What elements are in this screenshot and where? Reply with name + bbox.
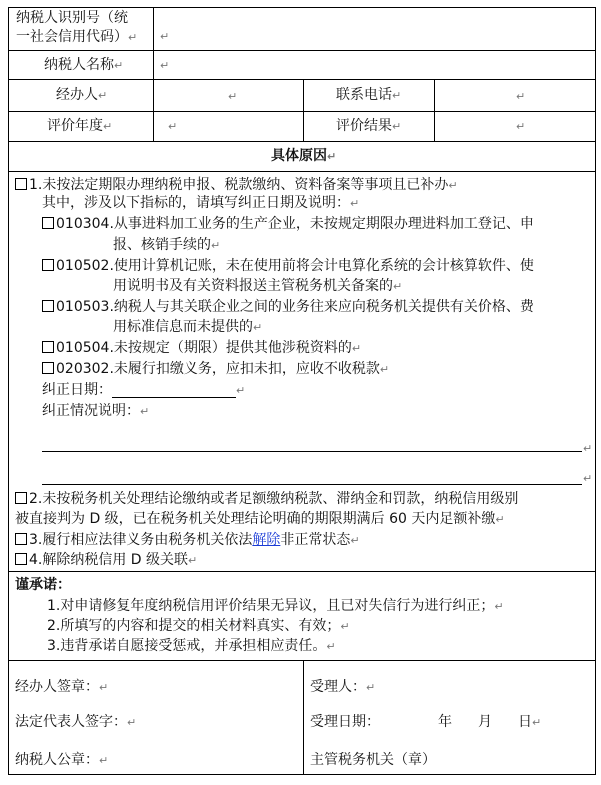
paragraph-mark: ↵ (236, 384, 246, 397)
commitment-title: 谨承诺： (15, 577, 71, 593)
reason-1-checkbox[interactable] (15, 178, 27, 190)
eval-year-field[interactable]: ↵ (168, 120, 178, 133)
paragraph-mark: ↵ (114, 59, 124, 72)
sub-item-010502-cont: 用说明书及有关资料报送主管税务机关备案的↵ (113, 278, 403, 294)
sub-item-checkbox[interactable] (42, 300, 54, 312)
correction-date: 纠正日期： ↵ (42, 382, 246, 398)
taxpayer-id-label-cont: 一社会信用代码）↵ (16, 29, 138, 45)
sub-item-checkbox[interactable] (42, 341, 54, 353)
taxpayer-id-label: 纳税人识别号（统 (16, 10, 128, 26)
paragraph-mark: ↵ (188, 554, 198, 567)
reason-item-4: 4.解除纳税信用 D 级关联↵ (15, 551, 197, 570)
sub-item-checkbox[interactable] (42, 362, 54, 374)
paragraph-mark: ↵ (532, 716, 542, 729)
paragraph-mark: ↵ (140, 405, 150, 418)
paragraph-mark: ↵ (393, 280, 403, 293)
reason-3-checkbox[interactable] (15, 533, 27, 545)
paragraph-mark: ↵ (253, 321, 263, 334)
paragraph-mark: ↵ (583, 472, 593, 485)
handler-label: 经办人↵ (56, 87, 108, 103)
row-divider (8, 171, 596, 172)
reason-item-3: 3.履行相应法律义务由税务机关依法解除非正常状态↵ (15, 531, 360, 550)
paragraph-mark: ↵ (127, 716, 137, 729)
paragraph-mark: ↵ (128, 31, 138, 44)
paragraph-mark: ↵ (583, 442, 593, 455)
paragraph-mark: ↵ (340, 620, 350, 633)
reason-2-checkbox[interactable] (15, 492, 27, 504)
paragraph-mark: ↵ (392, 89, 402, 102)
handler-field[interactable]: ↵ (228, 90, 238, 103)
paragraph-mark: ↵ (392, 120, 402, 133)
paragraph-mark: ↵ (366, 681, 376, 694)
sub-item-010502: 010502.使用计算机记账，未在使用前将会计电算化系统的会计核算软件、使 (42, 257, 534, 275)
paragraph-mark: ↵ (99, 754, 109, 767)
receive-month: 月 (478, 714, 492, 730)
eval-result-label: 评价结果↵ (336, 118, 402, 134)
highlighted-term: 解除 (252, 532, 281, 548)
reason-item-2: 2.未按税务机关处理结论缴纳或者足额缴纳税款、滞纳金和罚款，纳税信用级别 (15, 490, 518, 508)
column-divider (434, 79, 435, 141)
row-divider (8, 79, 596, 80)
receive-date: 受理日期： (310, 714, 380, 730)
taxpayer-name-field[interactable]: ↵ (160, 59, 170, 72)
paragraph-mark: ↵ (351, 342, 362, 355)
eval-result-field[interactable]: ↵ (516, 120, 526, 133)
sub-item-010503: 010503.纳税人与其关联企业之间的业务往来应向税务机关提供有关价格、费 (42, 298, 534, 316)
reasons-title: 具体原因↵ (271, 148, 337, 164)
contact-phone-field[interactable]: ↵ (516, 90, 526, 103)
reason-item-1-note: 其中，涉及以下指标的，请填写纠正日期及说明：↵ (42, 195, 360, 211)
receive-day: 日↵ (518, 714, 542, 730)
row-divider (8, 660, 596, 661)
paragraph-mark: ↵ (103, 120, 113, 133)
paragraph-mark: ↵ (494, 600, 504, 613)
paragraph-mark: ↵ (211, 239, 221, 252)
eval-year-label: 评价年度↵ (47, 118, 113, 134)
correction-note-label: 纠正情况说明：↵ (42, 403, 150, 419)
commitment-item: 2.所填写的内容和提交的相关材料真实、有效；↵ (47, 618, 350, 634)
row-divider (8, 111, 596, 112)
sub-item-020302: 020302.未履行扣缴义务，应扣未扣，应收不收税款↵ (42, 360, 389, 379)
paragraph-mark: ↵ (379, 363, 390, 376)
row-divider (8, 571, 596, 572)
taxpayer-id-field[interactable]: ↵ (160, 30, 170, 43)
legal-rep-signature: 法定代表人签字：↵ (15, 714, 137, 730)
sub-item-010304-cont: 报、核销手续的↵ (113, 237, 221, 253)
commitment-item: 3.违背承诺自愿接受惩戒，并承担相应责任。↵ (47, 638, 336, 654)
receive-year: 年 (438, 714, 452, 730)
sub-item-010503-cont: 用标准信息而未提供的↵ (113, 319, 263, 335)
sub-item-010504: 010504.未按规定（期限）提供其他涉税资料的↵ (42, 339, 361, 358)
receiver: 受理人：↵ (310, 679, 376, 695)
taxpayer-seal: 纳税人公章：↵ (15, 752, 109, 768)
column-divider (303, 660, 304, 775)
sub-item-010304: 010304.从事进料加工业务的生产企业，未按规定期限办理进料加工登记、申 (42, 215, 534, 233)
paragraph-mark: ↵ (495, 513, 505, 526)
paragraph-mark: ↵ (350, 534, 360, 547)
paragraph-mark: ↵ (98, 89, 108, 102)
correction-note-line[interactable] (42, 451, 582, 452)
contact-phone-label: 联系电话↵ (336, 87, 402, 103)
handler-signature: 经办人签章：↵ (15, 679, 109, 695)
reason-item-2-cont: 被直接判为 D 级，已在税务机关处理结论明确的期限期满后 60 天内足额补缴↵ (15, 511, 505, 527)
column-divider (303, 79, 304, 141)
row-divider (8, 50, 596, 51)
paragraph-mark: ↵ (448, 179, 458, 192)
row-divider (8, 141, 596, 142)
commitment-item: 1.对申请修复年度纳税信用评价结果无异议，且已对失信行为进行纠正；↵ (47, 598, 504, 614)
reason-item-1: 1.未按法定期限办理纳税申报、税款缴纳、资料备案等事项且已补办↵ (15, 176, 458, 195)
reason-4-checkbox[interactable] (15, 553, 27, 565)
paragraph-mark: ↵ (350, 197, 360, 210)
sub-item-checkbox[interactable] (42, 259, 54, 271)
correction-note-line[interactable] (42, 484, 582, 485)
correction-date-input[interactable] (112, 383, 236, 398)
column-divider (153, 7, 154, 141)
paragraph-mark: ↵ (99, 681, 109, 694)
paragraph-mark: ↵ (326, 640, 336, 653)
tax-authority-seal: 主管税务机关（章） (310, 752, 436, 768)
paragraph-mark: ↵ (327, 150, 337, 163)
taxpayer-name-label: 纳税人名称↵ (44, 57, 124, 73)
sub-item-checkbox[interactable] (42, 217, 54, 229)
